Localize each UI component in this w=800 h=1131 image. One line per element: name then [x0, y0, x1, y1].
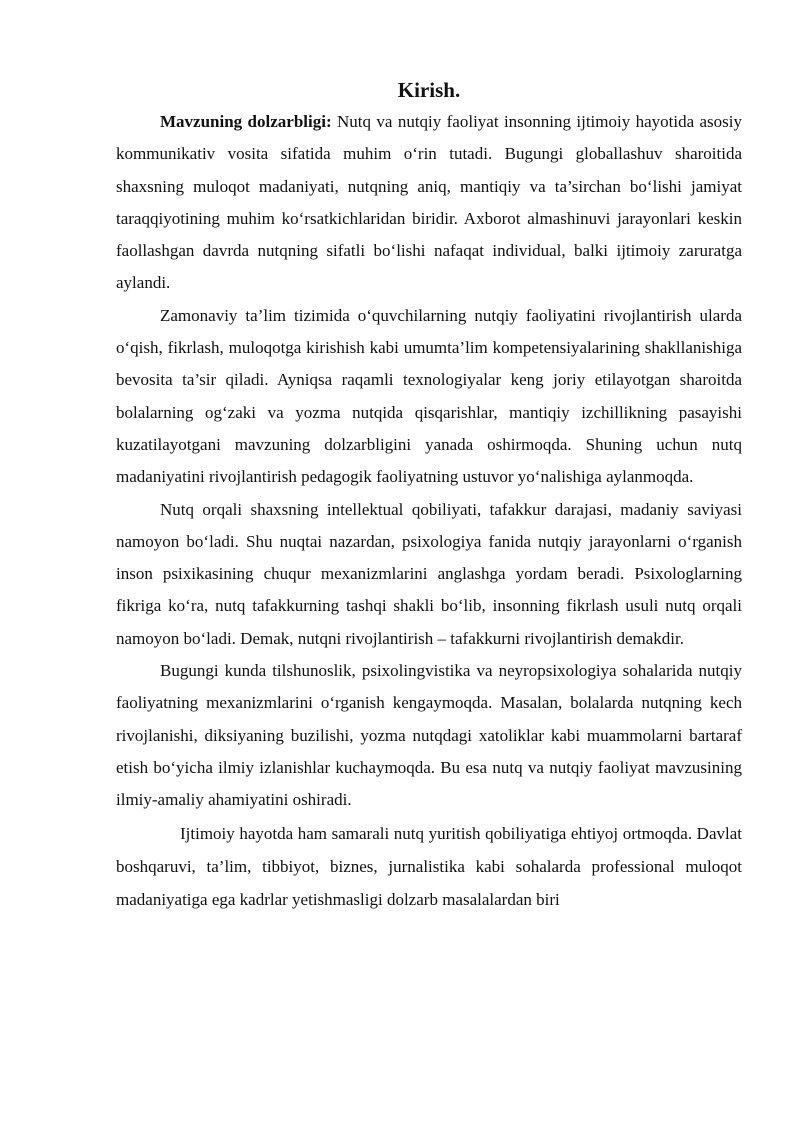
relevance-label: Mavzuning dolzarbligi:: [160, 112, 332, 131]
paragraph-text: Zamonaviy ta’lim tizimida o‘quvchilarning nutqiy faoliyatini rivojlantirish ularda o‘qish, fikrlash, muloqotga kirishish kabi umumta’lim kompetensiyalarining shakllanishiga bevosita ta’sir qiladi. Ayniqsa raqamli texnologiyalar keng joriy etilayotgan sharoitda bolalarning og‘zaki va yozma nutqida qisqarishlar, mantiqiy izchillikning pasayishi kuzatilayotgani mavzuning dolzarbligini yanada oshirmoqda. Shuning uchun nutq madaniyatini rivojlantirish pedagogik faoliyatning ustuvor yo‘nalishiga aylanmoqda.: [116, 305, 742, 487]
paragraph-text: Ijtimoiy hayotda ham samarali nutq yuritish qobiliyatiga ehtiyoj ortmoqda. Davlat boshqaruvi, ta’lim, tibbiyot, biznes, jurnalistika kabi sohalarda professional muloqot madaniyatiga ega kadrlar yetishmasligi dolzarb masalalardan biri: [116, 823, 742, 909]
section-title: Kirish.: [397, 78, 461, 102]
paragraph-text: Bugungi kunda tilshunoslik, psixolingvistika va neyropsixologiya sohalarida nutqiy faoliyatning mexanizmlarini o‘rganish kengaymoqda. Masalan, bolalarda nutqning kech rivojlanishi, diksiyaning buzilishi, yozma nutqdagi xatoliklar kabi muammolarni bartaraf etish bo‘yicha ilmiy izlanishlar kuchaymoqda. Bu esa nutq va nutqiy faoliyat mavzusining ilmiy-amaliy ahamiyatini oshiradi.: [116, 661, 742, 810]
paragraph: [116, 817, 742, 916]
paragraph: [116, 494, 742, 655]
paragraph-text: Nutq orqali shaxsning intellektual qobiliyati, tafakkur darajasi, madaniy saviyasi namoyon bo‘ladi. Shu nuqtai nazardan, psixologiya fanida nutqiy jarayonlarni o‘rganish inson psixikasining chuqur mexanizmlarini anglashga yordam beradi. Psixologlarning fikriga ko‘ra, nutq tafakkurning tashqi shakli bo‘lib, insonning fikrlash usuli nutq orqali namoyon bo‘ladi. Demak, nutqni rivojlantirish – tafakkurni rivojlantirish demakdir.: [116, 499, 742, 648]
document-body: [116, 76, 742, 916]
paragraph: [116, 300, 742, 494]
paragraph: [116, 655, 742, 816]
paragraph-text: Nutq va nutqiy faoliyat insonning ijtimoiy hayotida asosiy kommunikativ vosita sifatida muhim o‘rin tutadi. Bugungi globallashuv sharoitida shaxsning muloqot madaniyati, nutqning aniq, mantiqiy va ta’sirchan bo‘lishi jamiyat taraqqiyotining muhim ko‘rsatkichlaridan biridir. Axborot almashinuvi jarayonlari keskin faollashgan davrda nutqning sifatli bo‘lishi nafaqat individual, balki ijtimoiy zaruratga aylandi.: [116, 112, 743, 293]
paragraph-relevance: [116, 106, 742, 300]
